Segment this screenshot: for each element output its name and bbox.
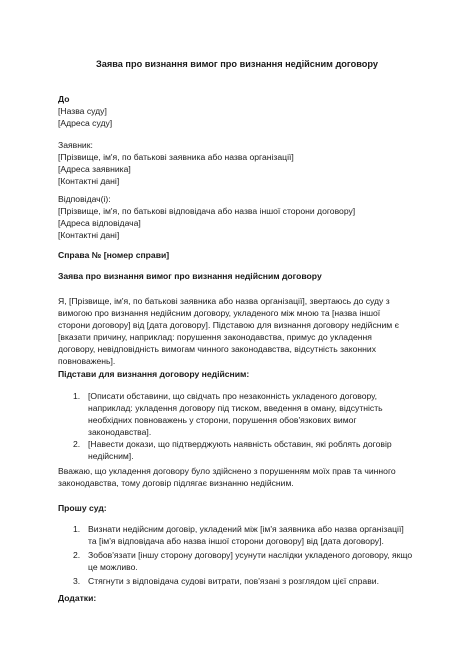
court-address: [Адреса суду]	[58, 118, 113, 128]
respondent-name: [Прізвище, ім'я, по батькові відповідача або назва іншої сторони договору]	[58, 206, 356, 216]
respondent-block	[58, 193, 418, 241]
court-name: [Назва суду]	[58, 106, 107, 116]
respondent-contacts: [Контактні дані]	[58, 230, 120, 240]
court-block	[58, 93, 418, 129]
list-line: [Описати обставини, що свідчать про незаконність укладеного договору,	[88, 391, 377, 401]
conclusion-paragraph	[58, 465, 418, 489]
document-title: Заява про визнання вимог про визнання недійсним договору	[96, 59, 378, 69]
conclusion-line: Вважаю, що укладення договору було здійснено з порушенням моїх прав та чинного	[58, 466, 396, 476]
list-line: недійсним].	[88, 451, 134, 461]
intro-line: договору, невідповідність вимогам чинного законодавства, відсутність законних	[58, 344, 377, 354]
list-item	[58, 549, 418, 573]
applicant-label: Заявник:	[58, 140, 93, 150]
list-line: необхідних повноважень у сторони, порушення обов'язкових вимог	[88, 415, 357, 425]
list-item	[58, 390, 418, 438]
list-number: 3.	[73, 576, 81, 586]
list-line: наприклад: укладення договору під тиском, введення в оману, відсутність	[88, 403, 383, 413]
list-item	[58, 575, 418, 587]
case-number: Справа № [номер справи]	[58, 250, 170, 260]
list-number: 1.	[73, 391, 81, 401]
respondent-label: Відповідач(і):	[58, 194, 111, 204]
intro-line: вимогою про визнання недійсним договору, укладеного між мною та [назва іншої	[58, 308, 381, 318]
list-line: законодавства].	[88, 427, 152, 437]
grounds-list	[58, 390, 418, 462]
intro-line: [вказати причину, наприклад: порушення законодавства, примус до укладення	[58, 332, 372, 342]
intro-line: повноважень].	[58, 356, 116, 366]
list-line: Стягнути з відповідача судові витрати, пов'язані з розглядом цієї справи.	[88, 576, 379, 586]
list-item	[58, 523, 418, 547]
list-line: Визнати недійсним договір, укладений між [ім'я заявника або назва організації]	[88, 524, 404, 534]
to-label: До	[58, 94, 70, 104]
respondent-address: [Адреса відповідача]	[58, 218, 141, 228]
intro-line: сторони договору] від [дата договору]. Підставою для визнання договору недійсним є	[58, 320, 399, 330]
applicant-address: [Адреса заявника]	[58, 164, 131, 174]
applicant-block	[58, 139, 418, 187]
list-number: 2.	[73, 439, 81, 449]
section-title: Заява про визнання вимог про визнання недійсним договору	[58, 271, 322, 281]
list-line: та [ім'я відповідача або назва іншої сторони договору] від [дата договору].	[88, 536, 384, 546]
list-number: 2.	[73, 550, 81, 560]
list-line: Зобов'язати [іншу сторону договору] усунути наслідки укладеного договору, якщо	[88, 550, 413, 560]
request-heading: Прошу суд:	[58, 503, 107, 513]
conclusion-line: законодавства, тому договір підлягає визнанню недійсним.	[58, 478, 294, 488]
applicant-name: [Прізвище, ім'я, по батькові заявника або назва організації]	[58, 152, 294, 162]
list-line: це можливо.	[88, 562, 138, 572]
intro-line: Я, [Прізвище, ім'я, по батькові заявника або назва організації], звертаюсь до суду з	[58, 296, 390, 306]
list-item	[58, 438, 418, 462]
attachments-heading: Додатки:	[58, 593, 97, 603]
intro-paragraph	[58, 295, 418, 367]
request-list	[58, 523, 418, 587]
applicant-contacts: [Контактні дані]	[58, 176, 120, 186]
grounds-heading: Підстави для визнання договору недійсним:	[58, 369, 250, 379]
list-number: 1.	[73, 524, 81, 534]
list-line: [Навести докази, що підтверджують наявність обставин, які роблять договір	[88, 439, 392, 449]
